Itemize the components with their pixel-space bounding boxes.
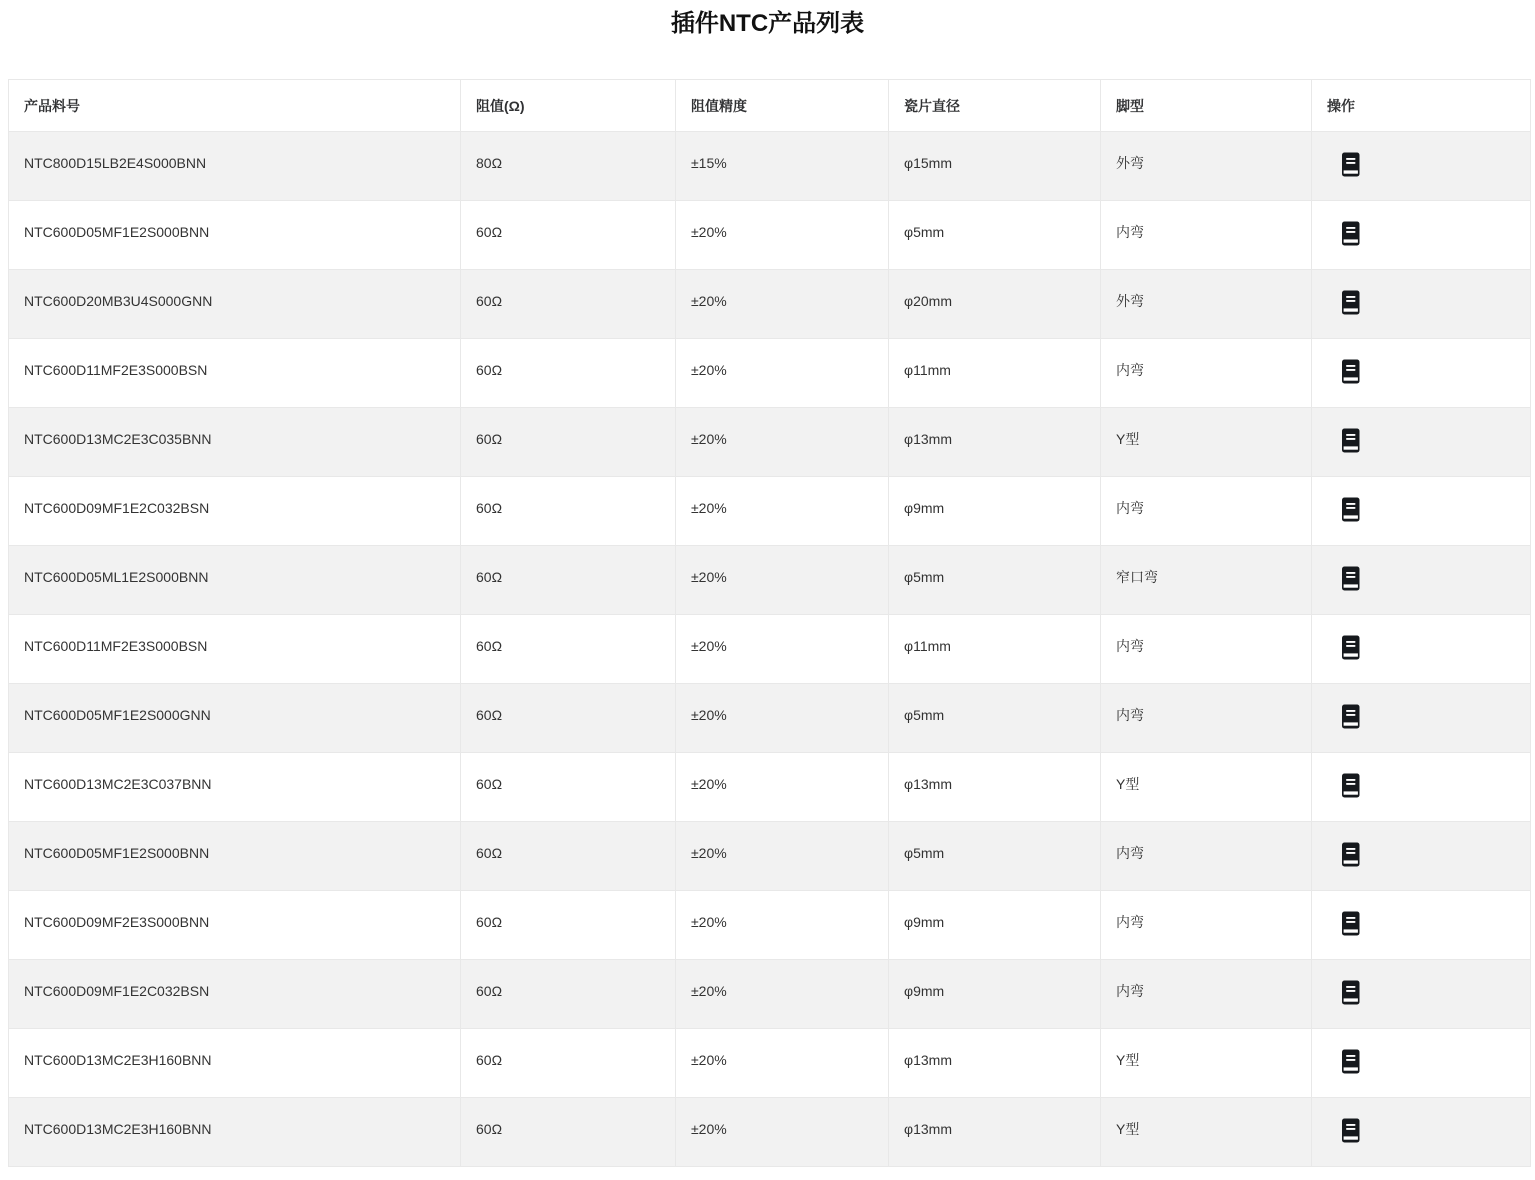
cell-resistance: 60Ω [461,1098,676,1167]
cell-action [1312,201,1531,270]
cell-pin-type: 外弯 [1101,132,1312,201]
cell-tolerance: ±20% [676,684,889,753]
cell-tolerance: ±20% [676,546,889,615]
cell-action [1312,615,1531,684]
cell-tolerance: ±20% [676,270,889,339]
cell-diameter: φ11mm [889,339,1101,408]
table-row [9,477,1531,546]
notebook-icon [1341,704,1361,729]
view-detail-button[interactable] [1341,704,1361,729]
view-detail-button[interactable] [1341,635,1361,660]
col-header-action: 操作 [1312,80,1531,132]
cell-tolerance: ±15% [676,132,889,201]
col-header-diameter: 瓷片直径 [889,80,1101,132]
cell-tolerance: ±20% [676,891,889,960]
cell-part-number: NTC600D13MC2E3C037BNN [9,753,461,822]
table-row [9,339,1531,408]
table-row [9,201,1531,270]
table-row [9,684,1531,753]
notebook-icon [1341,566,1361,591]
view-detail-button[interactable] [1341,290,1361,315]
cell-pin-type: 窄口弯 [1101,546,1312,615]
cell-action [1312,960,1531,1029]
cell-pin-type: 外弯 [1101,270,1312,339]
cell-resistance: 60Ω [461,339,676,408]
cell-tolerance: ±20% [676,822,889,891]
cell-action [1312,891,1531,960]
table-row [9,408,1531,477]
cell-pin-type: 内弯 [1101,339,1312,408]
notebook-icon [1341,635,1361,660]
table-row [9,615,1531,684]
cell-part-number: NTC800D15LB2E4S000BNN [9,132,461,201]
page-title: 插件NTC产品列表 [670,10,865,37]
cell-diameter: φ5mm [889,546,1101,615]
cell-pin-type: Y型 [1101,1098,1312,1167]
cell-part-number: NTC600D20MB3U4S000GNN [9,270,461,339]
cell-tolerance: ±20% [676,408,889,477]
table-row [9,1029,1531,1098]
cell-part-number: NTC600D09MF1E2C032BSN [9,477,461,546]
col-header-tolerance: 阻值精度 [676,80,889,132]
table-row [9,822,1531,891]
cell-tolerance: ±20% [676,477,889,546]
cell-action [1312,546,1531,615]
notebook-icon [1341,842,1361,867]
view-detail-button[interactable] [1341,1049,1361,1074]
cell-action [1312,339,1531,408]
cell-resistance: 60Ω [461,822,676,891]
table-row [9,132,1531,201]
cell-diameter: φ9mm [889,477,1101,546]
cell-resistance: 60Ω [461,477,676,546]
cell-diameter: φ20mm [889,270,1101,339]
cell-part-number: NTC600D11MF2E3S000BSN [9,615,461,684]
product-table-body [9,132,1531,1167]
cell-resistance: 60Ω [461,891,676,960]
cell-resistance: 60Ω [461,270,676,339]
col-header-resistance: 阻值(Ω) [461,80,676,132]
notebook-icon [1341,497,1361,522]
cell-diameter: φ15mm [889,132,1101,201]
notebook-icon [1341,290,1361,315]
notebook-icon [1341,773,1361,798]
notebook-icon [1341,221,1361,246]
cell-action [1312,408,1531,477]
notebook-icon [1341,152,1361,177]
cell-part-number: NTC600D13MC2E3H160BNN [9,1029,461,1098]
cell-resistance: 60Ω [461,684,676,753]
cell-part-number: NTC600D05MF1E2S000BNN [9,822,461,891]
cell-pin-type: Y型 [1101,1029,1312,1098]
table-row [9,960,1531,1029]
cell-resistance: 60Ω [461,615,676,684]
cell-pin-type: 内弯 [1101,822,1312,891]
cell-resistance: 80Ω [461,132,676,201]
cell-action [1312,477,1531,546]
table-row [9,270,1531,339]
cell-action [1312,753,1531,822]
cell-diameter: φ13mm [889,1098,1101,1167]
cell-pin-type: 内弯 [1101,960,1312,1029]
cell-resistance: 60Ω [461,201,676,270]
cell-tolerance: ±20% [676,1098,889,1167]
cell-pin-type: 内弯 [1101,201,1312,270]
cell-pin-type: 内弯 [1101,477,1312,546]
cell-part-number: NTC600D05MF1E2S000GNN [9,684,461,753]
cell-pin-type: Y型 [1101,753,1312,822]
cell-resistance: 60Ω [461,408,676,477]
view-detail-button[interactable] [1341,221,1361,246]
cell-action [1312,1098,1531,1167]
page [0,8,1535,1180]
cell-pin-type: 内弯 [1101,615,1312,684]
col-header-part-number: 产品料号 [9,80,461,132]
cell-diameter: φ11mm [889,615,1101,684]
table-header-row [9,80,1531,132]
cell-tolerance: ±20% [676,201,889,270]
table-row [9,891,1531,960]
view-detail-button[interactable] [1341,911,1361,936]
view-detail-button[interactable] [1341,1118,1361,1143]
view-detail-button[interactable] [1341,773,1361,798]
cell-part-number: NTC600D05MF1E2S000BNN [9,201,461,270]
cell-tolerance: ±20% [676,615,889,684]
cell-part-number: NTC600D13MC2E3H160BNN [9,1098,461,1167]
notebook-icon [1341,359,1361,384]
notebook-icon [1341,1118,1361,1143]
cell-diameter: φ13mm [889,753,1101,822]
cell-pin-type: Y型 [1101,408,1312,477]
cell-part-number: NTC600D05ML1E2S000BNN [9,546,461,615]
cell-resistance: 60Ω [461,960,676,1029]
view-detail-button[interactable] [1341,980,1361,1005]
notebook-icon [1341,980,1361,1005]
view-detail-button[interactable] [1341,359,1361,384]
view-detail-button[interactable] [1341,497,1361,522]
view-detail-button[interactable] [1341,152,1361,177]
table-row [9,753,1531,822]
notebook-icon [1341,428,1361,453]
table-row [9,1098,1531,1167]
col-header-pin-type: 脚型 [1101,80,1312,132]
cell-action [1312,822,1531,891]
notebook-icon [1341,911,1361,936]
cell-part-number: NTC600D09MF1E2C032BSN [9,960,461,1029]
cell-diameter: φ5mm [889,201,1101,270]
cell-diameter: φ9mm [889,891,1101,960]
product-table [8,79,1531,1167]
notebook-icon [1341,1049,1361,1074]
cell-part-number: NTC600D11MF2E3S000BSN [9,339,461,408]
cell-resistance: 60Ω [461,753,676,822]
view-detail-button[interactable] [1341,428,1361,453]
cell-part-number: NTC600D09MF2E3S000BNN [9,891,461,960]
cell-action [1312,132,1531,201]
view-detail-button[interactable] [1341,566,1361,591]
cell-tolerance: ±20% [676,1029,889,1098]
cell-pin-type: 内弯 [1101,684,1312,753]
cell-tolerance: ±20% [676,960,889,1029]
cell-diameter: φ5mm [889,822,1101,891]
cell-resistance: 60Ω [461,546,676,615]
cell-pin-type: 内弯 [1101,891,1312,960]
cell-action [1312,1029,1531,1098]
cell-diameter: φ13mm [889,408,1101,477]
cell-tolerance: ±20% [676,339,889,408]
table-row [9,546,1531,615]
cell-tolerance: ±20% [676,753,889,822]
cell-diameter: φ13mm [889,1029,1101,1098]
view-detail-button[interactable] [1341,842,1361,867]
cell-diameter: φ9mm [889,960,1101,1029]
cell-resistance: 60Ω [461,1029,676,1098]
cell-part-number: NTC600D13MC2E3C035BNN [9,408,461,477]
cell-diameter: φ5mm [889,684,1101,753]
cell-action [1312,270,1531,339]
cell-action [1312,684,1531,753]
